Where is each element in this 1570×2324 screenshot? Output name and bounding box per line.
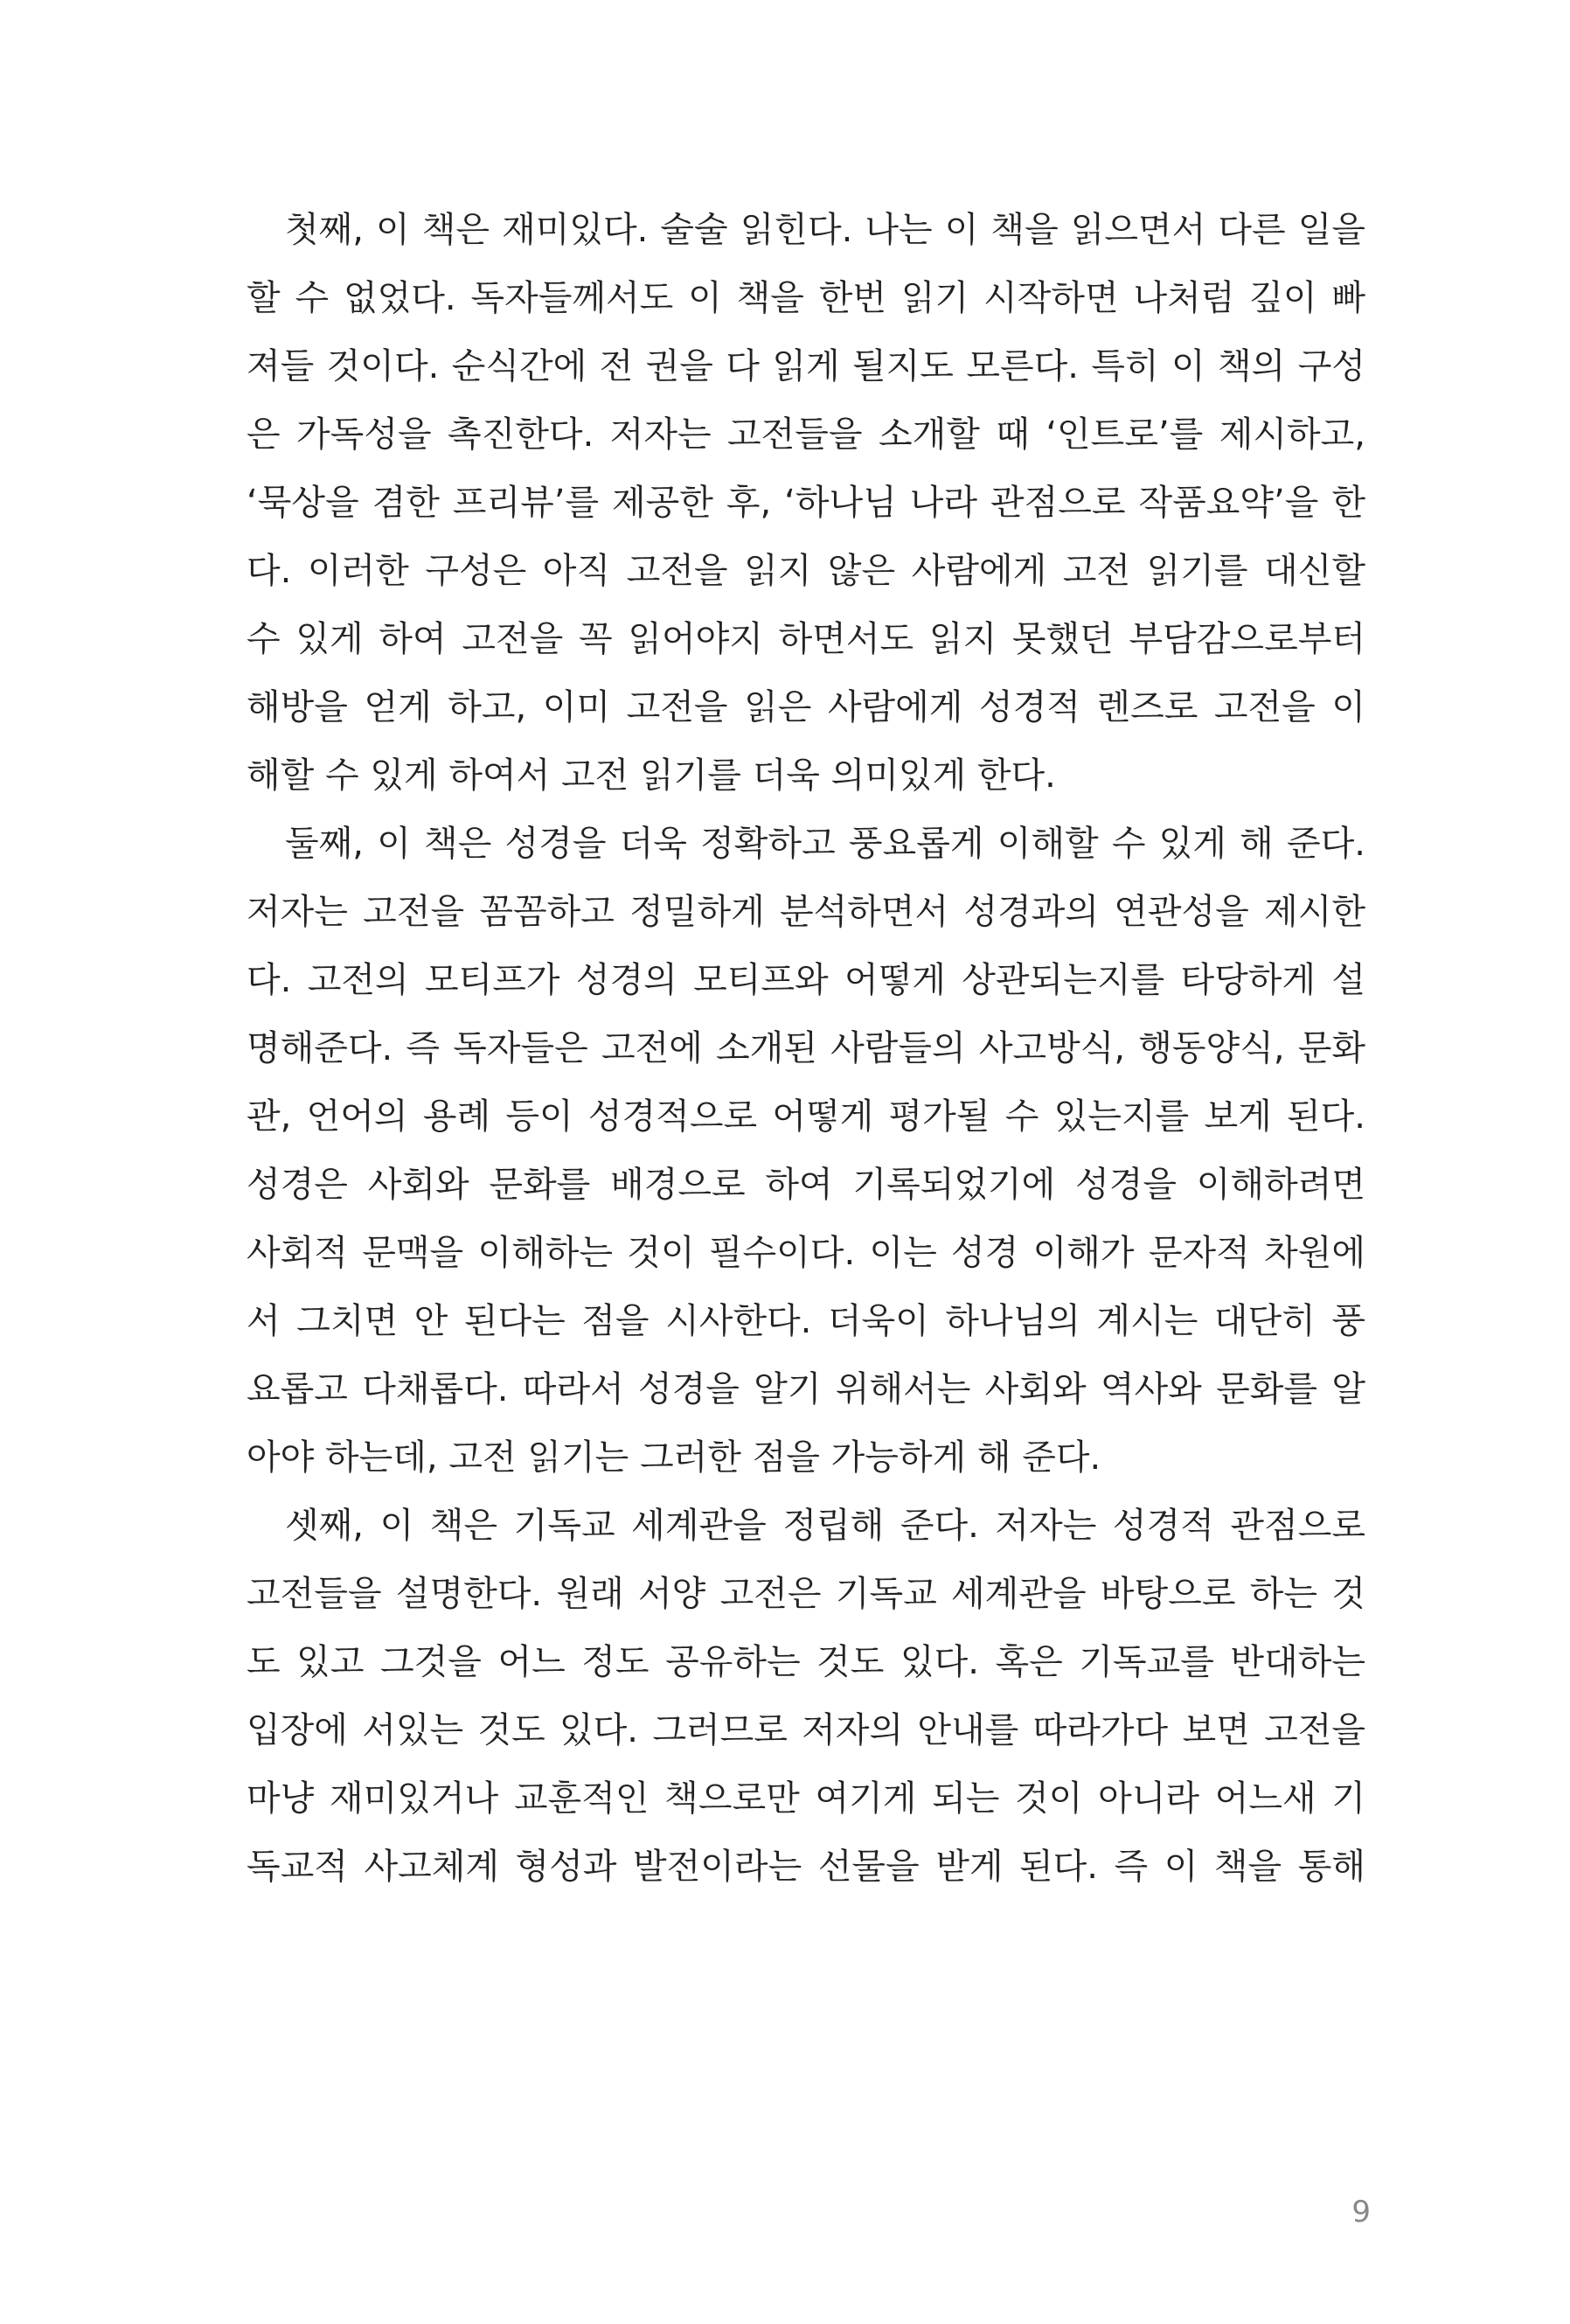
paragraph-line: 수 있게 하여 고전을 꼭 읽어야지 하면서도 읽지 못했던 부담감으로부터 [247, 619, 1365, 659]
paragraph-line: 입장에 서있는 것도 있다. 그러므로 저자의 안내를 따라가다 보면 고전을 [247, 1710, 1365, 1750]
paragraph-line: 아야 하는데, 고전 읽기는 그러한 점을 가능하게 해 준다. [247, 1437, 1101, 1478]
paragraph-line: 명해준다. 즉 독자들은 고전에 소개된 사람들의 사고방식, 행동양식, 문화 [247, 1028, 1365, 1068]
paragraph-line: 관, 언어의 용례 등이 성경적으로 어떻게 평가될 수 있는지를 보게 된다. [247, 1096, 1365, 1137]
paragraph-line: 성경은 사회와 문화를 배경으로 하여 기록되었기에 성경을 이해하려면 [247, 1165, 1365, 1205]
paragraph-line: 요롭고 다채롭다. 따라서 성경을 알기 위해서는 사회와 역사와 문화를 알 [247, 1369, 1365, 1409]
paragraph-3 [247, 1492, 1365, 1901]
paragraph-line: 져들 것이다. 순식간에 전 권을 다 읽게 될지도 모른다. 특히 이 책의 구성 [247, 346, 1365, 386]
paragraph-line: 저자는 고전을 꼼꼼하고 정밀하게 분석하면서 성경과의 연관성을 제시한 [247, 892, 1365, 932]
body-text [247, 196, 1365, 1901]
paragraph-line: 다. 고전의 모티프가 성경의 모티프와 어떻게 상관되는지를 타당하게 설 [247, 960, 1365, 1000]
paragraph-line: 독교적 사고체계 형성과 발전이라는 선물을 받게 된다. 즉 이 책을 통해 [247, 1847, 1365, 1887]
paragraph-line: 마냥 재미있거나 교훈적인 책으로만 여기게 되는 것이 아니라 어느새 기 [247, 1778, 1365, 1819]
page-number: 9 [1351, 2195, 1371, 2230]
paragraph-line: 사회적 문맥을 이해하는 것이 필수이다. 이는 성경 이해가 문자적 차원에 [247, 1233, 1365, 1273]
paragraph-line: 은 가독성을 촉진한다. 저자는 고전들을 소개할 때 ‘인트로’를 제시하고, [247, 414, 1365, 455]
paragraph-line: 할 수 없었다. 독자들께서도 이 책을 한번 읽기 시작하면 나처럼 깊이 빠 [247, 278, 1365, 318]
paragraph-line: ‘묵상을 겸한 프리뷰’를 제공한 후, ‘하나님 나라 관점으로 작품요약’을 한 [247, 483, 1365, 523]
paragraph-line: 해할 수 있게 하여서 고전 읽기를 더욱 의미있게 한다. [247, 755, 1056, 796]
paragraph-line: 셋째, 이 책은 기독교 세계관을 정립해 준다. 저자는 성경적 관점으로 [285, 1506, 1365, 1546]
paragraph-line: 첫째, 이 책은 재미있다. 술술 읽힌다. 나는 이 책을 읽으면서 다른 일을 [285, 210, 1365, 250]
paragraph-line: 둘째, 이 책은 성경을 더욱 정확하고 풍요롭게 이해할 수 있게 해 준다. [285, 824, 1365, 864]
paragraph-line: 도 있고 그것을 어느 정도 공유하는 것도 있다. 혹은 기독교를 반대하는 [247, 1642, 1365, 1682]
paragraph-line: 다. 이러한 구성은 아직 고전을 읽지 않은 사람에게 고전 읽기를 대신할 [247, 551, 1365, 591]
paragraph-line: 해방을 얻게 하고, 이미 고전을 읽은 사람에게 성경적 렌즈로 고전을 이 [247, 687, 1365, 727]
paragraph-1 [247, 196, 1365, 810]
paragraph-2 [247, 810, 1365, 1492]
paragraph-line: 고전들을 설명한다. 원래 서양 고전은 기독교 세계관을 바탕으로 하는 것 [247, 1574, 1365, 1614]
paragraph-line: 서 그치면 안 된다는 점을 시사한다. 더욱이 하나님의 계시는 대단히 풍 [247, 1301, 1365, 1341]
